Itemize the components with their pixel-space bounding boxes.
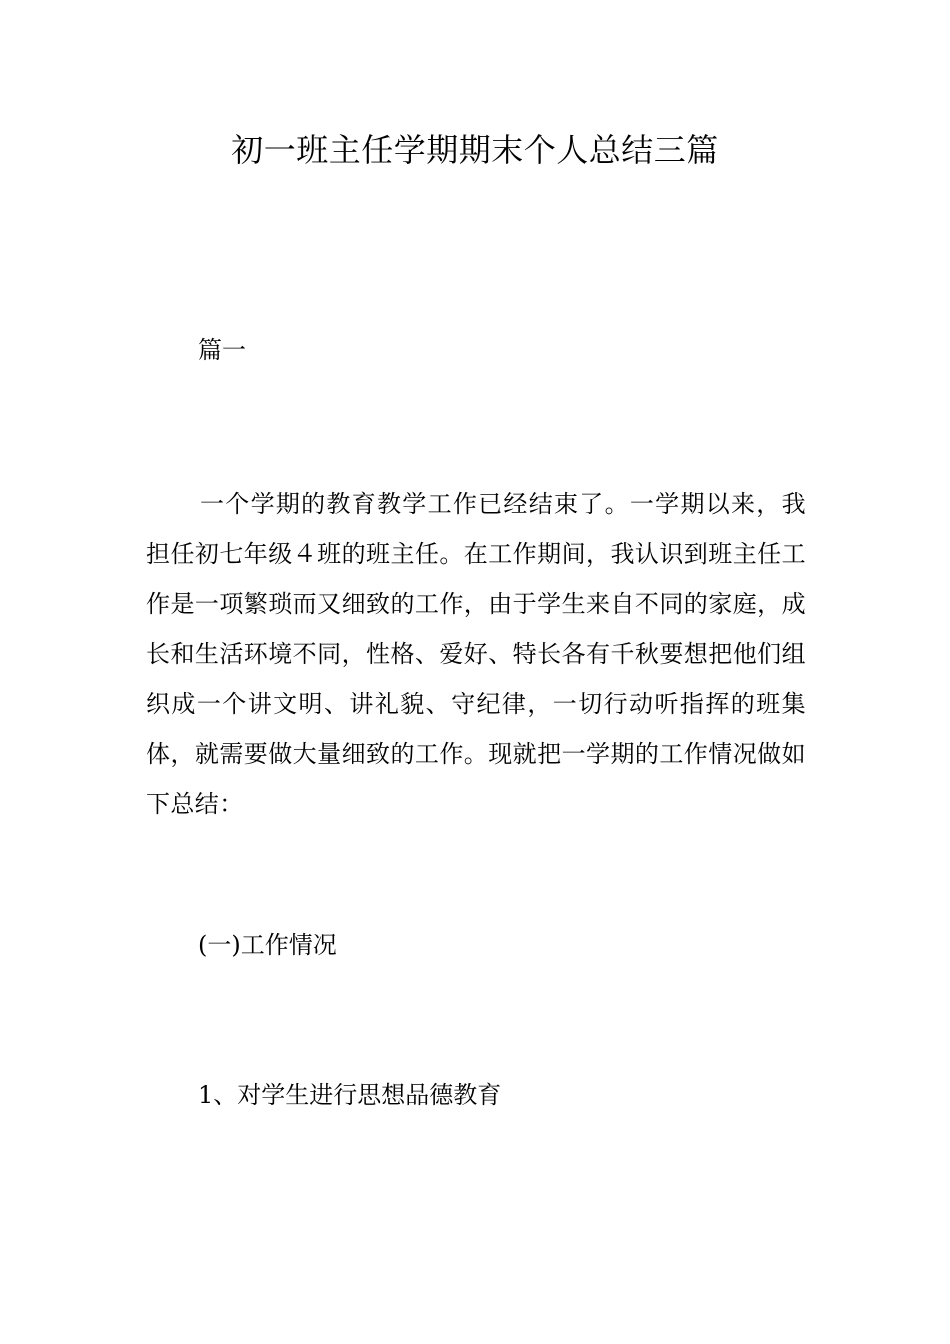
document-title: 初一班主任学期期末个人总结三篇 [231, 131, 719, 169]
subheading-work-situation: (一)工作情况 [198, 931, 337, 959]
section-label: 篇一 [198, 336, 246, 364]
subheading-moral-education: 1、对学生进行思想品德教育 [198, 1081, 502, 1109]
intro-paragraph: 一个学期的教育教学工作已经结束了。一学期以来，我担任初七年级４班的班主任。在工作期间，我认识到班主任工作是一项繁琐而又细致的工作，由于学生来自不同的家庭，成长和生活环境不同，性格、爱好、特长各有千秋要想把他们组织成一个讲文明、讲礼貌、守纪律，一切行动听指挥的班集体，就需要做大量细致的工作。现就把一学期的工作情况做如下总结： [146, 490, 806, 818]
